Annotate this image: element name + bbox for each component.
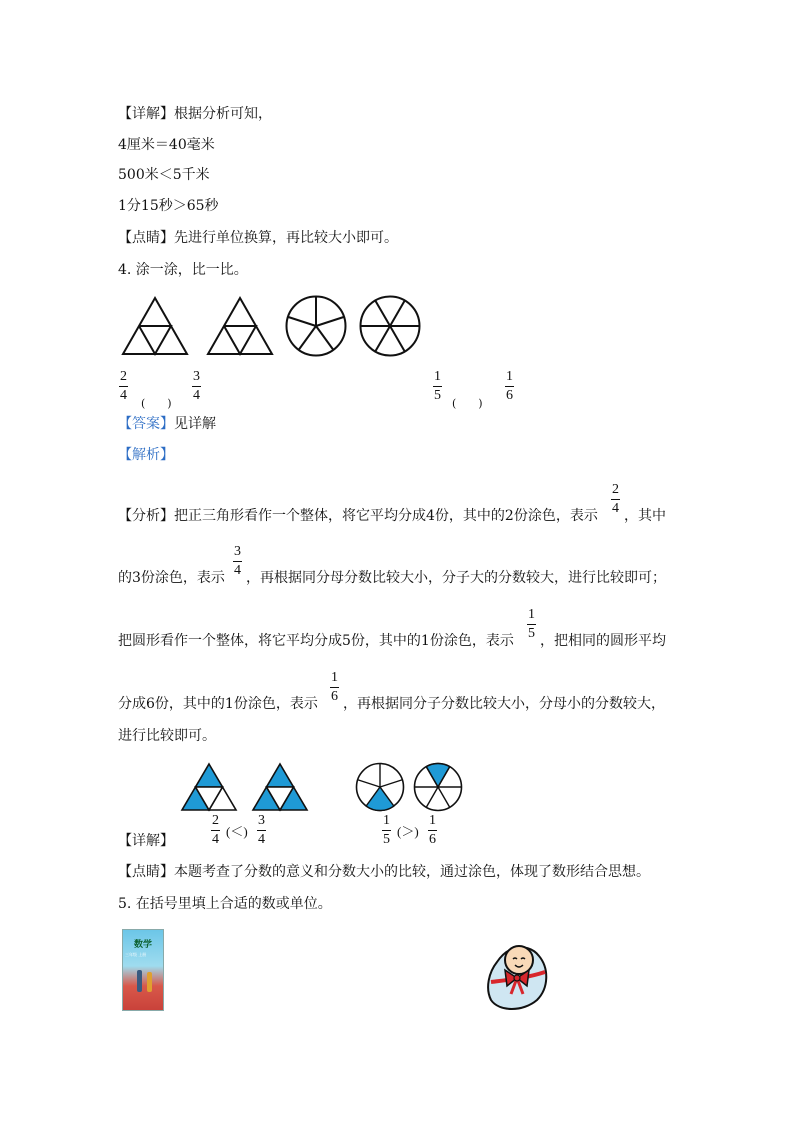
- answer-blank-left[interactable]: ( ): [141, 397, 172, 410]
- analysis-heading: 【解析】: [118, 447, 174, 463]
- analysis-label: 【分析】: [118, 508, 174, 524]
- conversion-line-2: 500米＜5千米: [118, 167, 210, 183]
- answer-line: [118, 415, 216, 433]
- detail-label-2: 【详解】: [118, 833, 174, 849]
- analysis-line-3: 把圆形看作一个整体，将它平均分成5份，其中的1份涂色，表示: [118, 633, 514, 649]
- fraction-1-5: 1 5: [434, 369, 441, 403]
- fraction-3-4: 3 4: [193, 369, 200, 403]
- shaded-circle-1-6: [413, 762, 463, 812]
- result-fraction-3-4: 3 4: [258, 813, 265, 847]
- question-4-title: 4. 涂一涂，比一比。: [118, 262, 248, 278]
- question-5-title: 5. 在括号里填上合适的数或单位。: [118, 896, 332, 912]
- comparison-less-than: (＜): [226, 824, 248, 839]
- conversion-line-3: 1分15秒＞65秒: [118, 198, 219, 214]
- comparison-greater-than: (＞): [397, 824, 419, 839]
- tip-label: 【点睛】: [118, 230, 174, 246]
- shaded-triangle-3-4: [252, 763, 308, 811]
- book-subtitle: 三年级 上册: [125, 952, 147, 957]
- shaded-triangle-2-4: [181, 763, 237, 811]
- analysis-fraction-3-4: 3 4: [234, 544, 241, 578]
- analysis-line-2-end: ，再根据同分母分数比较大小，分子大的分数较大，进行比较即可；: [246, 570, 666, 586]
- tip-line-1: [118, 229, 398, 247]
- book-figure-icon: [147, 972, 152, 992]
- analysis-line-2: 的3份涂色，表示: [118, 570, 225, 586]
- tip-label-2: 【点睛】: [118, 864, 174, 880]
- conversion-line-1: 4厘米＝40毫米: [118, 137, 215, 153]
- tip-text: 先进行单位换算，再比较大小即可。: [174, 230, 398, 246]
- answer-blank-right[interactable]: ( ): [452, 397, 483, 410]
- analysis-fraction-1-5: 1 5: [528, 607, 535, 641]
- detail-line: [118, 105, 272, 123]
- swaddled-baby-icon: [483, 938, 551, 1012]
- result-fraction-1-6: 1 6: [429, 813, 436, 847]
- analysis-fraction-1-6: 1 6: [331, 670, 338, 704]
- book-figure-icon: [137, 970, 142, 992]
- analysis-line-5: 进行比较即可。: [118, 728, 216, 744]
- result-fraction-1-5: 1 5: [383, 813, 390, 847]
- detail-intro: 根据分析可知，: [174, 106, 272, 122]
- triangle-diagram-2: [207, 297, 273, 355]
- fraction-2-4: 2 4: [120, 369, 127, 403]
- math-textbook-image: [122, 929, 164, 1011]
- analysis-fraction-2-4: 2 4: [612, 482, 619, 516]
- result-fraction-2-4: 2 4: [212, 813, 219, 847]
- fraction-1-6: 1 6: [506, 369, 513, 403]
- analysis-line-4: 分成6份，其中的1份涂色，表示: [118, 696, 318, 712]
- answer-text: 见详解: [174, 416, 216, 432]
- analysis-line-1: 【分析】把正三角形看作一个整体，将它平均分成4份，其中的2份涂色，表示: [118, 508, 598, 524]
- analysis-line-4-end: ，再根据同分子分数比较大小，分母小的分数较大，: [343, 696, 665, 712]
- tip-line-2: [118, 863, 650, 881]
- circle-diagram-5-parts: [285, 295, 347, 357]
- answer-label: 【答案】: [118, 416, 174, 432]
- circle-diagram-6-parts: [359, 295, 421, 357]
- analysis-line-3-end: ，把相同的圆形平均: [540, 633, 666, 649]
- shaded-circle-1-5: [355, 762, 405, 812]
- tip-text-2: 本题考查了分数的意义和分数大小的比较，通过涂色，体现了数形结合思想。: [174, 864, 650, 880]
- triangle-diagram-1: [122, 297, 188, 355]
- book-title: 数学: [134, 940, 153, 950]
- analysis-line-1-end: ，其中: [624, 508, 666, 524]
- detail-label: 【详解】: [118, 106, 174, 122]
